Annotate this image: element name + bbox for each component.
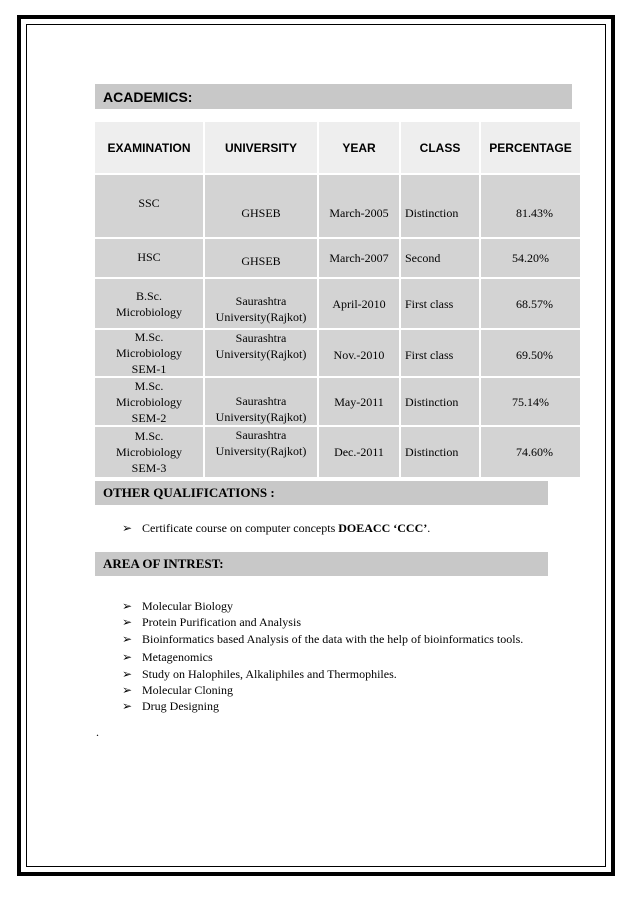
exam-line: Microbiology bbox=[116, 346, 182, 360]
arrow-bullet-icon: ➢ bbox=[122, 631, 133, 646]
interest-text: Drug Designing bbox=[142, 699, 219, 714]
qualification-text: Certificate course on computer concepts bbox=[142, 521, 339, 535]
header-percentage: PERCENTAGE bbox=[481, 122, 580, 173]
university-line: University(Rajkot) bbox=[215, 309, 307, 324]
university-line: Saurashtra bbox=[235, 293, 287, 308]
row-msc-sem3-year: Dec.-2011 bbox=[319, 427, 399, 477]
row-msc-sem3-percentage: 74.60% bbox=[481, 427, 580, 477]
row-msc-sem2-percentage: 75.14% bbox=[481, 378, 580, 425]
interest-text: Study on Halophiles, Alkaliphiles and Thermophiles. bbox=[142, 666, 397, 681]
exam-line: Microbiology bbox=[116, 394, 182, 409]
exam-line: M.Sc. bbox=[134, 429, 164, 443]
arrow-bullet-icon: ➢ bbox=[122, 666, 133, 681]
row-msc-sem1-exam bbox=[95, 330, 203, 376]
other-qualifications-heading: OTHER QUALIFICATIONS : bbox=[95, 481, 548, 505]
list-item bbox=[122, 649, 552, 665]
exam-line: M.Sc. bbox=[134, 378, 164, 393]
qualification-suffix: . bbox=[427, 521, 431, 535]
header-class: CLASS bbox=[401, 122, 479, 173]
row-msc-sem1-percentage: 69.50% bbox=[481, 330, 580, 376]
exam-line: SSC bbox=[138, 196, 160, 210]
academics-heading: ACADEMICS: bbox=[95, 84, 572, 109]
interest-text: Protein Purification and Analysis bbox=[142, 615, 301, 630]
row-ssc-class: Distinction bbox=[401, 175, 479, 237]
exam-line: M.Sc. bbox=[134, 330, 164, 344]
row-bsc-university bbox=[205, 279, 317, 328]
arrow-bullet-icon: ➢ bbox=[122, 683, 133, 698]
row-ssc-university bbox=[205, 175, 317, 237]
area-of-interest-list bbox=[122, 598, 552, 715]
exam-line: SEM-2 bbox=[131, 410, 167, 425]
row-hsc-university bbox=[205, 239, 317, 277]
list-item bbox=[122, 682, 552, 698]
row-ssc-percentage: 81.43% bbox=[481, 175, 580, 237]
row-msc-sem3-exam bbox=[95, 427, 203, 477]
list-item bbox=[122, 598, 552, 614]
list-item bbox=[122, 614, 552, 630]
university-line: Saurashtra bbox=[235, 331, 287, 345]
arrow-bullet-icon: ➢ bbox=[122, 599, 133, 613]
arrow-bullet-icon: ➢ bbox=[122, 650, 133, 665]
interest-text: Metagenomics bbox=[142, 650, 213, 665]
row-msc-sem1-class: First class bbox=[401, 330, 479, 376]
university-line: Saurashtra bbox=[235, 428, 287, 442]
university-line: GHSEB bbox=[241, 206, 281, 220]
trailing-mark: . bbox=[96, 725, 99, 739]
university-line: University(Rajkot) bbox=[215, 347, 307, 361]
university-line: Saurashtra bbox=[235, 394, 287, 408]
interest-text: Bioinformatics based Analysis of the data with the help of bioinformatics tools. bbox=[142, 631, 524, 646]
row-bsc-percentage: 68.57% bbox=[481, 279, 580, 328]
row-msc-sem3-class: Distinction bbox=[401, 427, 479, 477]
row-bsc-year: April-2010 bbox=[319, 279, 399, 328]
university-line: University(Rajkot) bbox=[215, 410, 307, 424]
list-item bbox=[122, 631, 552, 647]
exam-line: Microbiology bbox=[116, 304, 182, 319]
university-line: GHSEB bbox=[241, 254, 281, 268]
row-msc-sem1-university bbox=[205, 330, 317, 376]
university-line: University(Rajkot) bbox=[215, 444, 307, 458]
row-bsc-exam bbox=[95, 279, 203, 328]
header-examination: EXAMINATION bbox=[95, 122, 203, 173]
other-qualifications-list bbox=[122, 520, 552, 536]
row-msc-sem3-university bbox=[205, 427, 317, 477]
arrow-bullet-icon: ➢ bbox=[122, 521, 133, 535]
list-item bbox=[122, 520, 552, 536]
row-msc-sem2-year: May-2011 bbox=[319, 378, 399, 425]
row-hsc-year: March-2007 bbox=[319, 239, 399, 277]
list-item bbox=[122, 698, 552, 714]
row-msc-sem1-year: Nov.-2010 bbox=[319, 330, 399, 376]
header-university: UNIVERSITY bbox=[205, 122, 317, 173]
row-msc-sem2-exam bbox=[95, 378, 203, 425]
interest-text: Molecular Biology bbox=[142, 599, 233, 613]
row-ssc-exam bbox=[95, 175, 203, 237]
academics-table bbox=[95, 122, 572, 475]
area-of-interest-heading: AREA OF INTREST: bbox=[95, 552, 548, 576]
list-item bbox=[122, 666, 552, 682]
row-ssc-year: March-2005 bbox=[319, 175, 399, 237]
exam-line: Microbiology bbox=[116, 445, 182, 459]
header-year: YEAR bbox=[319, 122, 399, 173]
row-msc-sem2-university bbox=[205, 378, 317, 425]
exam-line: SEM-1 bbox=[131, 362, 167, 376]
row-msc-sem2-class: Distinction bbox=[401, 378, 479, 425]
qualification-bold: DOEACC ‘CCC’ bbox=[338, 521, 428, 535]
row-bsc-class: First class bbox=[401, 279, 479, 328]
exam-line: HSC bbox=[137, 250, 161, 264]
exam-line: SEM-3 bbox=[131, 461, 167, 475]
row-hsc-percentage: 54.20% bbox=[481, 239, 580, 277]
row-hsc-exam bbox=[95, 239, 203, 277]
arrow-bullet-icon: ➢ bbox=[122, 699, 133, 714]
interest-text: Molecular Cloning bbox=[142, 683, 233, 698]
exam-line: B.Sc. bbox=[135, 288, 162, 303]
row-hsc-class: Second bbox=[401, 239, 479, 277]
arrow-bullet-icon: ➢ bbox=[122, 615, 133, 630]
